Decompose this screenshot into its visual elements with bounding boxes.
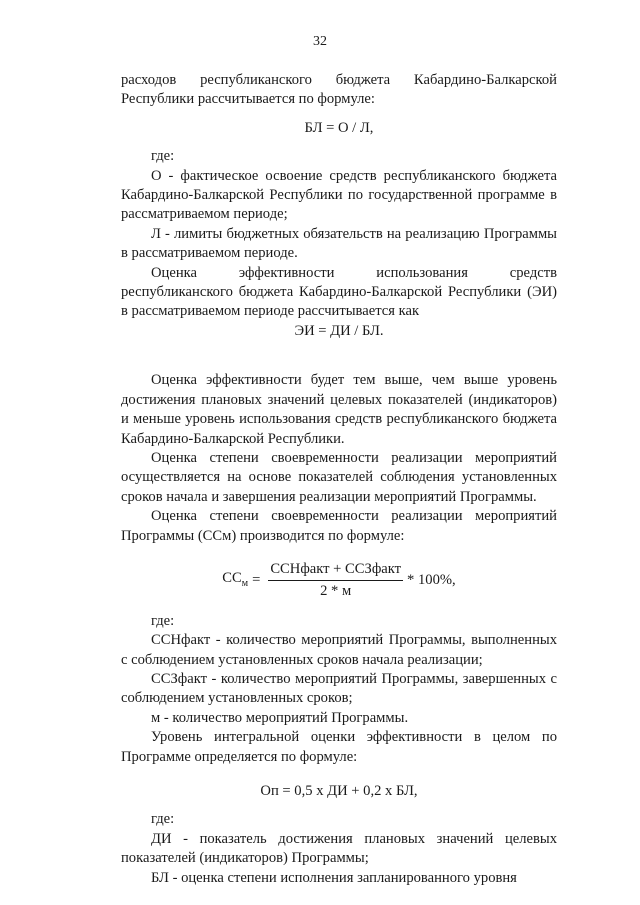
paragraph-timeliness: Оценка степени своевременности реализации мероприятий осуществляется на основе показателей соблюдения установленных сроков начала и завершения реализации мероприятий Программы. [121,449,557,505]
formula-ssm-numerator: ССНфакт + ССЗфакт [268,560,403,581]
definition-bl: БЛ - оценка степени исполнения запланированного уровня [151,869,517,886]
formula-ei: ЭИ = ДИ / БЛ. [294,322,384,339]
definition-ssnfact: ССНфакт - количество мероприятий Программы, выполненных с соблюдением установленных сроков начала реализации; [121,632,557,668]
where-label-3: где: [151,811,175,828]
where-label-2: где: [151,612,175,629]
formula-ssm [121,560,557,602]
paragraph-ei: Оценка эффективности использования средств республиканского бюджета Кабардино-Балкарской Республики (ЭИ) в рассматриваемом периоде рассчитывается как [121,264,557,320]
where-label-1: где: [151,148,175,165]
paragraph-intro: расходов республиканского бюджета Кабардино-Балкарской Республики рассчитывается по формуле: [121,72,557,108]
definition-m: м - количество мероприятий Программы. [151,709,409,726]
definition-sszfact: ССЗфакт - количество мероприятий Программы, завершенных с соблюдением установленных сроков; [121,670,557,707]
paragraph-efficiency: Оценка эффективности будет тем выше, чем выше уровень достижения плановых значений целевых показателей (индикаторов) и меньше уровень использования средств республиканского бюджета Кабардино-Балкарской Республики. [121,372,557,447]
formula-bl: БЛ = О / Л, [304,119,374,136]
formula-ssm-suffix: * 100%, [407,572,456,589]
paragraph-ssm: Оценка степени своевременности реализации мероприятий Программы (ССм) производится по формуле: [121,508,557,544]
formula-op: Оп = 0,5 х ДИ + 0,2 х БЛ, [260,783,418,799]
formula-ssm-lhs: $СС_м$ [222,569,249,589]
document-body [121,71,557,888]
formula-ssm-denominator: 2 * м [320,583,352,600]
definition-l: Л - лимиты бюджетных обязательств на реализацию Программы в рассматриваемом периоде. [121,225,557,262]
formula-ssm-fraction [268,560,403,602]
paragraph-integral: Уровень интегральной оценки эффективности в целом по Программе определяется по формуле: [121,729,557,765]
formula-ssm-eq: = [252,572,261,589]
definition-o: О - фактическое освоение средств республиканского бюджета Кабардино-Балкарской Республики по государственной программе в рассматриваемом периоде; [121,167,557,223]
page-number: 32 [313,34,327,49]
definition-di: ДИ - показатель достижения плановых значений целевых показателей (индикаторов) Программы; [121,830,557,867]
